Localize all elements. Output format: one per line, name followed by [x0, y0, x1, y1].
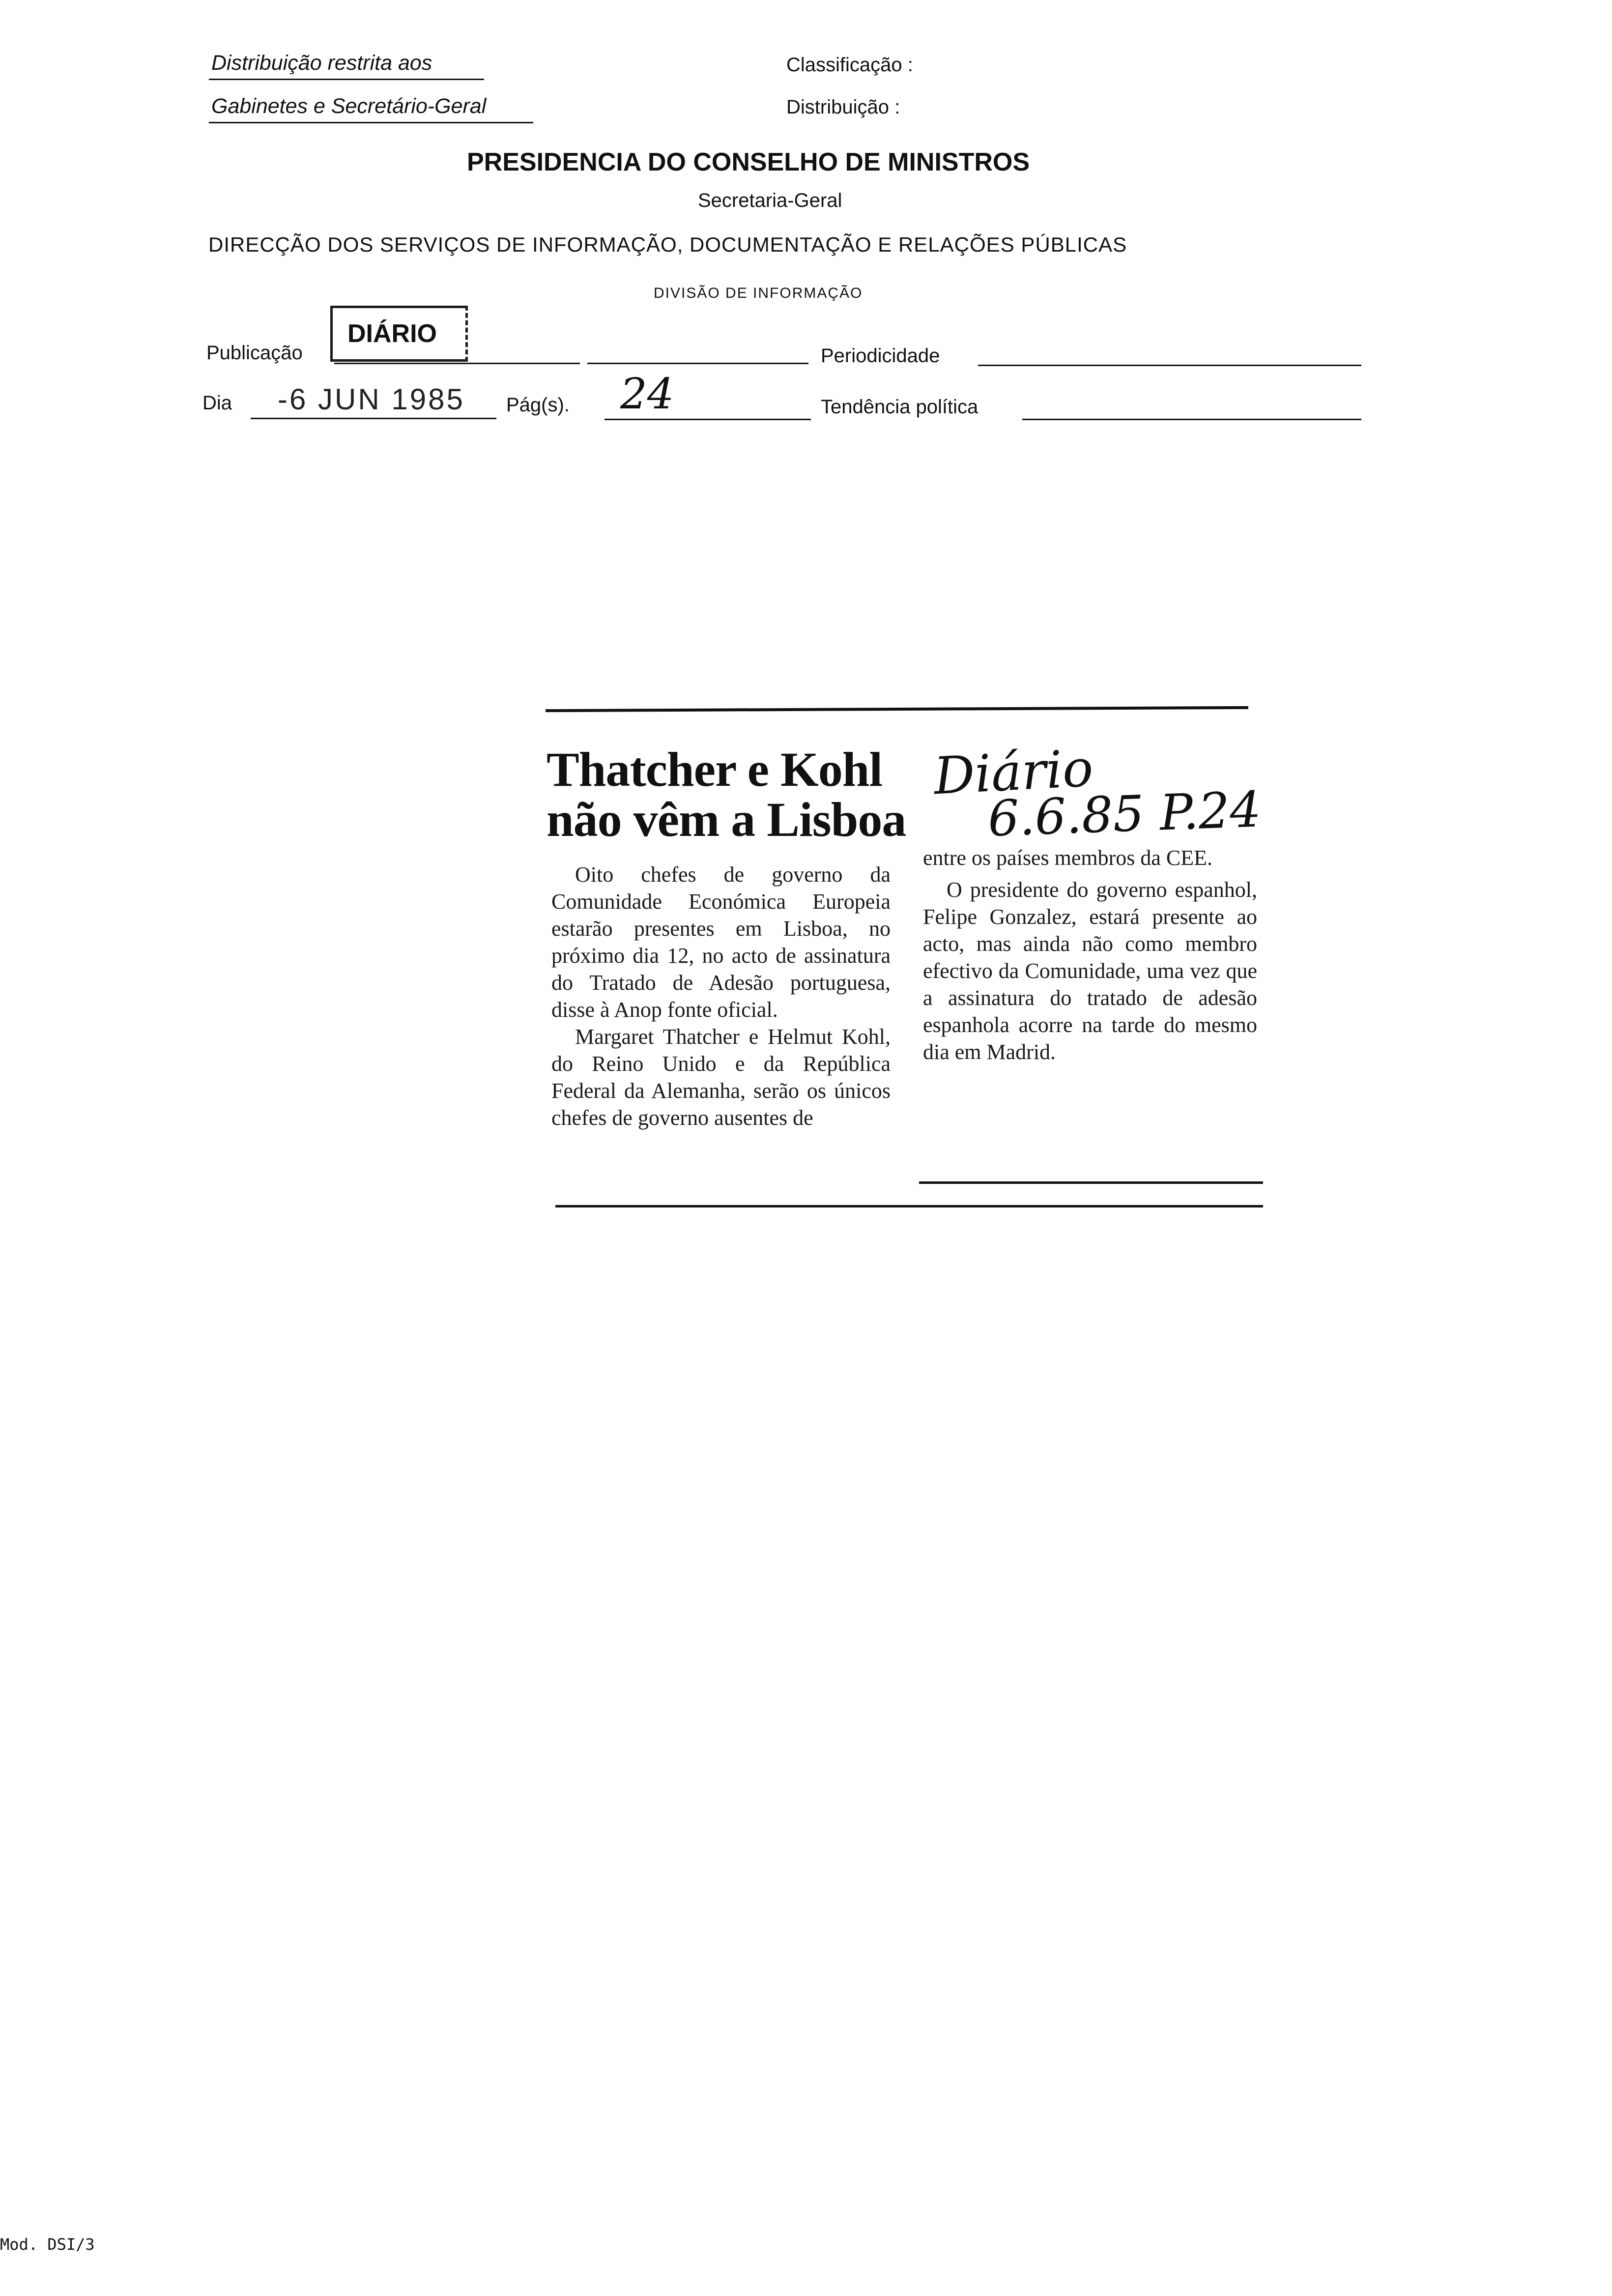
article-paragraph: O presidente do governo espanhol, Felipe Gonzalez, estará presente ao acto, mas ainda não como membro efectivo da Comunidade, uma vez que a assinatura do tratado de adesão espanhola acorre na tarde do mesmo dia em Madrid.: [923, 878, 1257, 1064]
distribuicao-label: Distribuição :: [786, 96, 900, 118]
article-column-1: [551, 861, 891, 1131]
directorate-line: DIRECÇÃO DOS SERVIÇOS DE INFORMAÇÃO, DOCUMENTAÇÃO E RELAÇÕES PÚBLICAS: [208, 233, 1127, 256]
dia-underline: [251, 418, 496, 419]
publicacao-label: Publicação: [206, 342, 303, 364]
tendencia-field: [1022, 419, 1361, 420]
handwritten-date-page-note: 6.6.85 P.24: [987, 780, 1262, 848]
clipping-bottom-rule-right: [919, 1181, 1263, 1184]
article-paragraph: Margaret Thatcher e Helmut Kohl, do Reino Unido e da República Federal da Alemanha, serão os únicos chefes de governo ausentes de: [551, 1025, 891, 1130]
distribution-line-2: Gabinetes e Secretário-Geral: [211, 94, 487, 118]
article-headline-line-1: Thatcher e Kohl: [547, 742, 883, 797]
diario-stamp: [330, 306, 468, 362]
divider: [209, 79, 484, 80]
article-paragraph: entre os países membros da CEE.: [923, 846, 1212, 870]
org-title: PRESIDENCIA DO CONSELHO DE MINISTROS: [467, 148, 1030, 176]
dia-date-stamp: -6 JUN 1985: [278, 383, 465, 416]
article-headline-line-2: não vêm a Lisboa: [547, 792, 906, 847]
periodicidade-field: [978, 365, 1361, 366]
article-column-2: [923, 844, 1257, 1065]
diario-stamp-text: DIÁRIO: [347, 319, 437, 348]
pags-underline: [604, 419, 811, 420]
clipping-bottom-rule: [555, 1205, 1263, 1207]
divider: [209, 122, 533, 123]
handwritten-source-note: Diário: [932, 738, 1095, 806]
publicacao-underline-2: [587, 363, 808, 364]
periodicidade-label: Periodicidade: [821, 345, 940, 367]
distribution-line-1: Distribuição restrita aos: [211, 51, 432, 75]
model-code: Mod. DSI/3: [0, 2235, 95, 2254]
dia-label: Dia: [202, 392, 232, 414]
pags-label: Pág(s).: [506, 394, 570, 416]
tendencia-label: Tendência política: [821, 396, 979, 418]
division-label: DIVISÃO DE INFORMAÇÃO: [654, 285, 863, 301]
publicacao-underline: [334, 363, 580, 364]
pags-handwritten: 24: [620, 370, 674, 419]
org-subtitle: Secretaria-Geral: [698, 190, 842, 211]
article-paragraph: Oito chefes de governo da Comunidade Económica Europeia estarão presentes em Lisboa, no próximo dia 12, no acto de assinatura do Tratado de Adesão portuguesa, disse à Anop fonte oficial.: [551, 862, 891, 1022]
classificacao-label: Classificação :: [786, 54, 913, 76]
clipping-top-rule: [546, 706, 1248, 712]
